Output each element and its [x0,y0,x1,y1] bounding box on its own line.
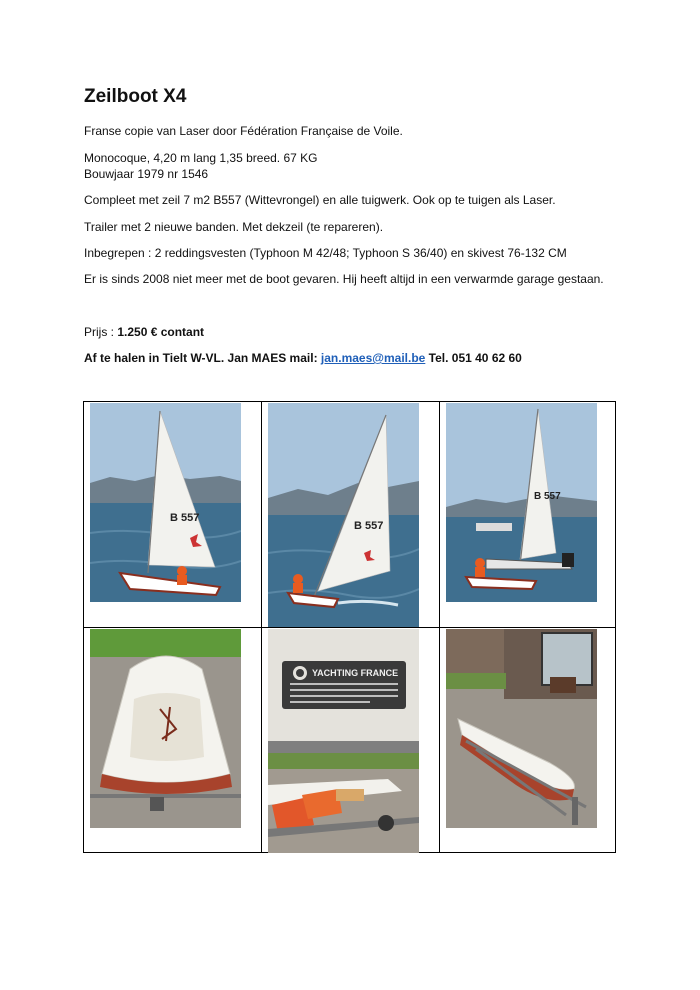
photo-sailing-3 [446,403,597,602]
price-value: 1.250 € contant [117,325,205,339]
description-dimensions: Monocoque, 4,20 m lang 1,35 breed. 67 KG [84,151,318,165]
price-line [84,324,204,340]
description-history: Er is sinds 2008 niet meer met de boot gevaren. Hij heeft altijd in een verwarmde garage gestaan. [84,272,604,286]
photo-deck-trailer [90,629,241,828]
photo-table [83,401,616,853]
sail-number-3: B 557 [534,491,561,502]
description-origin: Franse copie van Laser door Fédération Française de Voile. [84,124,403,138]
photo-sailing-2 [268,403,419,627]
description-trailer: Trailer met 2 nieuwe banden. Met dekzeil (te repareren). [84,220,384,234]
photo-sailing-1 [90,403,241,602]
contact-prefix: Af te halen in Tielt W-VL. Jan MAES mail: [84,351,321,365]
sail-number: B 557 [170,512,200,524]
photo-plate-and-vests [268,629,419,853]
description-included: Inbegrepen : 2 reddingsvesten (Typhoon M 42/48; Typhoon S 36/40) en skivest 76-132 CM [84,246,567,260]
price-label: Prijs : [84,325,118,339]
photo-trailer-patio [446,629,597,828]
contact-phone: Tel. 051 40 62 60 [425,351,522,365]
plate-brand: YACHTING FRANCE [312,668,399,678]
contact-line [84,350,522,366]
sail-number-2: B 557 [354,520,384,532]
description-sail: Compleet met zeil 7 m2 B557 (Wittevrongel) en alle tuigwerk. Ook op te tuigen als Laser. [84,193,556,207]
page-title: Zeilboot X4 [84,86,187,107]
description-build-year: Bouwjaar 1979 nr 1546 [84,167,209,181]
email-link[interactable]: jan.maes@mail.be [320,351,426,365]
